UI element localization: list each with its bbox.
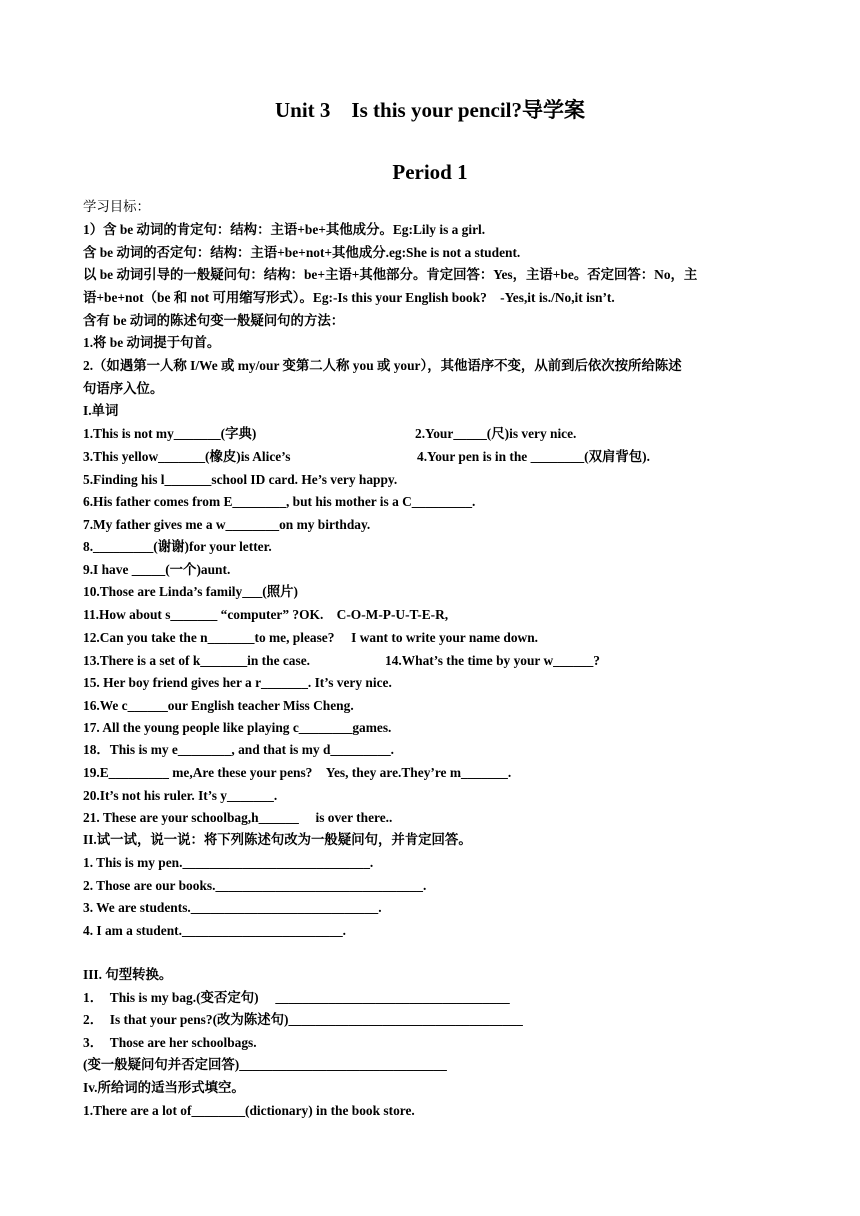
question-item: 4. I am a student.________________________. <box>83 923 346 938</box>
goal-line: 含有 be 动词的陈述句变一般疑问句的方法： <box>83 313 345 328</box>
section-heading-transform: III. 句型转换。 <box>83 967 173 982</box>
vocab-item: 21. These are your schoolbag,h______ is over there.. <box>83 810 393 825</box>
vocab-item: 7.My father gives me a w________on my birthday. <box>83 517 371 532</box>
document-title: Unit 3 Is this your pencil?导学案 <box>275 98 585 122</box>
vocab-item-left: 13.There is a set of k_______in the case. <box>83 653 311 668</box>
transform-item: 1． This is my bag.(变否定句) ___________________________________ <box>83 990 510 1005</box>
transform-item: 3． Those are her schoolbags. <box>83 1035 257 1050</box>
goals-heading: 学习目标： <box>83 199 150 214</box>
transform-item: (变一般疑问句并否定回答)_______________________________ <box>83 1057 447 1072</box>
vocab-item: 6.His father comes from E________, but his mother is a C_________. <box>83 494 476 509</box>
question-item: 1. This is my pen.____________________________. <box>83 855 374 870</box>
wordform-item: 1.There are a lot of________(dictionary) in the book store. <box>83 1103 415 1118</box>
vocab-item: 5.Finding his l_______school ID card. He’s very happy. <box>83 472 398 487</box>
vocab-item <box>83 425 577 443</box>
vocab-item-right: 4.Your pen is in the ________(双肩背包). <box>417 449 650 464</box>
goal-line: 1.将 be 动词提于句首。 <box>83 335 221 350</box>
vocab-item-left: 3.This yellow_______(橡皮)is Alice’s <box>83 449 291 464</box>
goal-line: 2.（如遇第一人称 I/We 或 my/our 变第二人称 you 或 your），其他语序不变，从前到后依次按所给陈述 <box>83 358 682 373</box>
vocab-item: 8._________(谢谢)for your letter. <box>83 539 272 554</box>
vocab-item <box>83 448 650 466</box>
goal-line: 1）含 be 动词的肯定句：结构：主语+be+其他成分。Eg:Lily is a girl. <box>83 222 486 237</box>
vocab-item: 16.We c______our English teacher Miss Cheng. <box>83 698 354 713</box>
vocab-item: 20.It’s not his ruler. It’s y_______. <box>83 788 278 803</box>
section-heading-questions: II.试一试，说一说：将下列陈述句改为一般疑问句，并肯定回答。 <box>83 832 472 847</box>
vocab-item: 10.Those are Linda’s family___(照片) <box>83 584 298 599</box>
section-heading-vocab: I.单词 <box>83 403 119 418</box>
question-item: 3. We are students.____________________________. <box>83 900 382 915</box>
vocab-item-right: 14.What’s the time by your w______? <box>385 653 600 668</box>
vocab-item: 18．This is my e________, and that is my d_________. <box>83 742 394 757</box>
goal-line: 语+be+not（be 和 not 可用缩写形式）。Eg:-Is this your English book? -Yes,it is./No,it isn’t. <box>83 290 615 305</box>
vocab-item <box>83 652 600 670</box>
goal-line: 含 be 动词的否定句：结构：主语+be+not+其他成分.eg:She is not a student. <box>83 245 521 260</box>
transform-item: 2． Is that your pens?(改为陈述句)___________________________________ <box>83 1012 523 1027</box>
question-item: 2. Those are our books._______________________________. <box>83 878 427 893</box>
vocab-item: 11.How about s_______ “computer” ?OK. C-O-M-P-U-T-E-R, <box>83 607 449 622</box>
section-heading-wordform: Iv.所给词的适当形式填空。 <box>83 1080 245 1095</box>
vocab-item: 19.E_________ me,Are these your pens? Yes, they are.They’re m_______. <box>83 765 512 780</box>
vocab-item: 17. All the young people like playing c________games. <box>83 720 392 735</box>
period-heading: Period 1 <box>392 160 468 184</box>
vocab-item: 9.I have _____(一个)aunt. <box>83 562 231 577</box>
vocab-item: 15. Her boy friend gives her a r_______. It’s very nice. <box>83 675 392 690</box>
goal-line: 以 be 动词引导的一般疑问句：结构：be+主语+其他部分。肯定回答：Yes，主语+be。否定回答：No，主 <box>83 267 698 282</box>
vocab-item: 12.Can you take the n_______to me, please? I want to write your name down. <box>83 630 539 645</box>
goal-line: 句语序入位。 <box>83 381 164 396</box>
vocab-item-right: 2.Your_____(尺)is very nice. <box>415 426 577 441</box>
vocab-item-left: 1.This is not my_______(字典) <box>83 426 257 441</box>
